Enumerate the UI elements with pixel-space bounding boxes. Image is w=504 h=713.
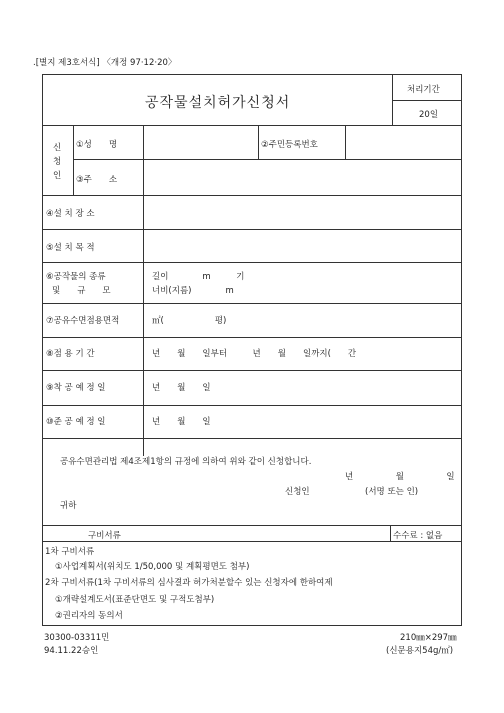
completion-date-label: ⑩준 공 예 정 일 <box>46 417 106 427</box>
structure-type-label: ⑥공작물의 종류 <box>46 272 106 282</box>
start-date-label: ⑨착 공 예 정 일 <box>46 383 106 393</box>
form-title: 공작물설치허가신청서 <box>145 95 291 111</box>
start-date-value: 년 월 일 <box>152 383 211 393</box>
second-documents-title: 2차 구비서류(1차 구비서류의 심사결과 허가처분할수 있는 신청자에 한하여제 <box>45 578 333 588</box>
applicant-group-char-2: 청 <box>53 157 62 167</box>
install-purpose-label: ⑤설 치 목 적 <box>46 243 95 253</box>
recipient-label: 귀하 <box>60 501 77 511</box>
form-code: 30300-03311민 <box>44 633 110 643</box>
occupancy-period-label: ⑧점 용 기 간 <box>46 349 95 359</box>
form-number-label: .[별지 제3호서식] 〈개정 97·12·20〉 <box>33 58 177 68</box>
name-label: ①성 명 <box>76 140 118 150</box>
occupancy-area-label: ⑦공유수면점용면적 <box>46 316 120 326</box>
address-label: ③주 소 <box>76 175 118 185</box>
first-documents-title: 1차 구비서류 <box>45 547 95 557</box>
structure-length-value: 길이 m 기 <box>152 272 245 282</box>
applicant-group-char-3: 인 <box>53 171 62 181</box>
paper-size: 210㎜×297㎜ <box>400 633 457 643</box>
processing-period-label: 처리기간 <box>407 85 440 95</box>
fee-label: 수수료 : 없음 <box>393 531 443 541</box>
occupancy-period-value: 년 월 일부터 년 월 일까지( 간 <box>152 349 357 359</box>
declaration-text: 공유수면관리법 제4조제1항의 규정에 의하여 위와 같이 신청합니다. <box>60 457 312 467</box>
second-documents-item-1: ①개략설계도서(표준단면도 및 구적도첨부) <box>55 595 215 605</box>
structure-scale-label: 및 규 모 <box>52 286 111 296</box>
signature-note: (서명 또는 인) <box>365 487 419 497</box>
completion-date-value: 년 월 일 <box>152 417 211 427</box>
second-documents-item-2: ②권리자의 동의서 <box>55 611 123 621</box>
resident-id-label: ②주민등록번호 <box>261 140 318 150</box>
approval-date: 94.11.22승인 <box>44 646 99 656</box>
documents-header: 구비서류 <box>88 531 121 541</box>
processing-period-value: 20일 <box>419 110 439 120</box>
paper-type: (신문용지54g/㎡) <box>386 646 454 656</box>
structure-width-value: 너비(지름) m <box>152 286 234 296</box>
applicant-signature-label: 신청인 <box>285 487 310 497</box>
install-place-label: ④설 치 장 소 <box>46 209 95 219</box>
declaration-date: 년 월 일 <box>345 472 455 482</box>
occupancy-area-value: ㎡( 평) <box>152 316 227 326</box>
applicant-group-char-1: 신 <box>53 143 62 153</box>
first-documents-item-1: ①사업계획서(위치도 1/50,000 및 계획평면도 첨부) <box>55 562 250 572</box>
